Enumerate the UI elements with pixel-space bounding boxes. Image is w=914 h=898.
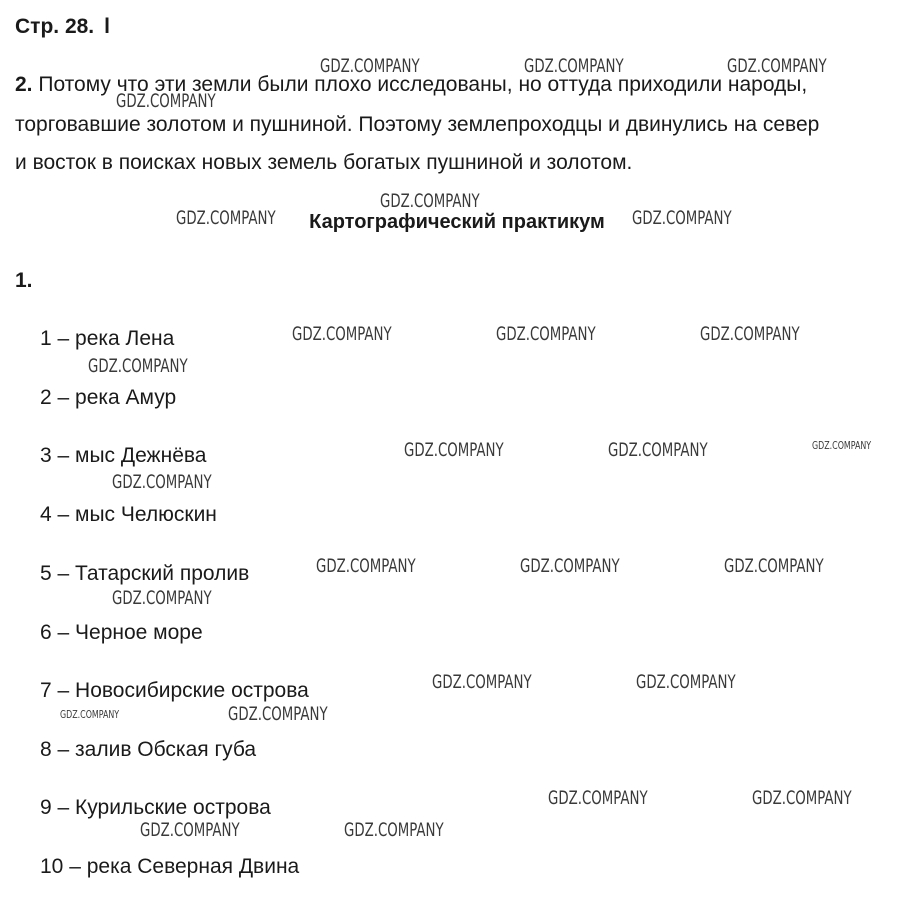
watermark: GDZ.COMPANY [316,555,416,577]
watermark: GDZ.COMPANY [632,207,732,229]
section-title: Картографический практикум [309,211,605,233]
list-item: 10 – река Северная Двина [40,855,300,878]
list-item: 4 – мыс Челюскин [40,503,217,526]
watermark: GDZ.COMPANY [116,90,216,112]
watermark: GDZ.COMPANY [700,323,800,345]
page-heading: Стр. 28. l [15,15,111,38]
list-item: 8 – залив Обская губа [40,738,257,761]
watermark: GDZ.COMPANY [60,708,120,721]
watermark: GDZ.COMPANY [727,55,827,77]
watermark: GDZ.COMPANY [636,671,736,693]
watermark: GDZ.COMPANY [344,819,444,841]
list-item: 1 – река Лена [40,327,175,350]
watermark: GDZ.COMPANY [380,190,480,212]
list-item: 7 – Новосибирские острова [40,679,309,702]
task2-text-1: Потому что эти земли были плохо исследованы, но оттуда приходили народы, [32,73,808,96]
watermark: GDZ.COMPANY [320,55,420,77]
task2-line-3: и восток в поисках новых земель богатых пушниной и золотом. [15,151,633,174]
watermark: GDZ.COMPANY [812,439,872,452]
watermark: GDZ.COMPANY [724,555,824,577]
watermark: GDZ.COMPANY [520,555,620,577]
watermark: GDZ.COMPANY [176,207,276,229]
task1-number: 1. [15,269,33,292]
watermark: GDZ.COMPANY [548,787,648,809]
watermark: GDZ.COMPANY [432,671,532,693]
task2-line-2: торговавшие золотом и пушниной. Поэтому землепроходцы и двинулись на север [15,113,820,136]
task2-number: 2. [15,73,33,96]
list-item: 5 – Татарский пролив [40,562,250,585]
list-item: 9 – Курильские острова [40,796,271,819]
watermark: GDZ.COMPANY [608,439,708,461]
list-item: 3 – мыс Дежнёва [40,444,207,467]
watermark: GDZ.COMPANY [496,323,596,345]
watermark: GDZ.COMPANY [404,439,504,461]
watermark: GDZ.COMPANY [140,819,240,841]
watermark: GDZ.COMPANY [752,787,852,809]
watermark: GDZ.COMPANY [524,55,624,77]
watermark: GDZ.COMPANY [112,587,212,609]
list-item: 2 – река Амур [40,386,177,409]
watermark: GDZ.COMPANY [292,323,392,345]
list-item: 6 – Черное море [40,621,203,644]
watermark: GDZ.COMPANY [112,471,212,493]
watermark: GDZ.COMPANY [88,355,188,377]
watermark: GDZ.COMPANY [228,703,328,725]
